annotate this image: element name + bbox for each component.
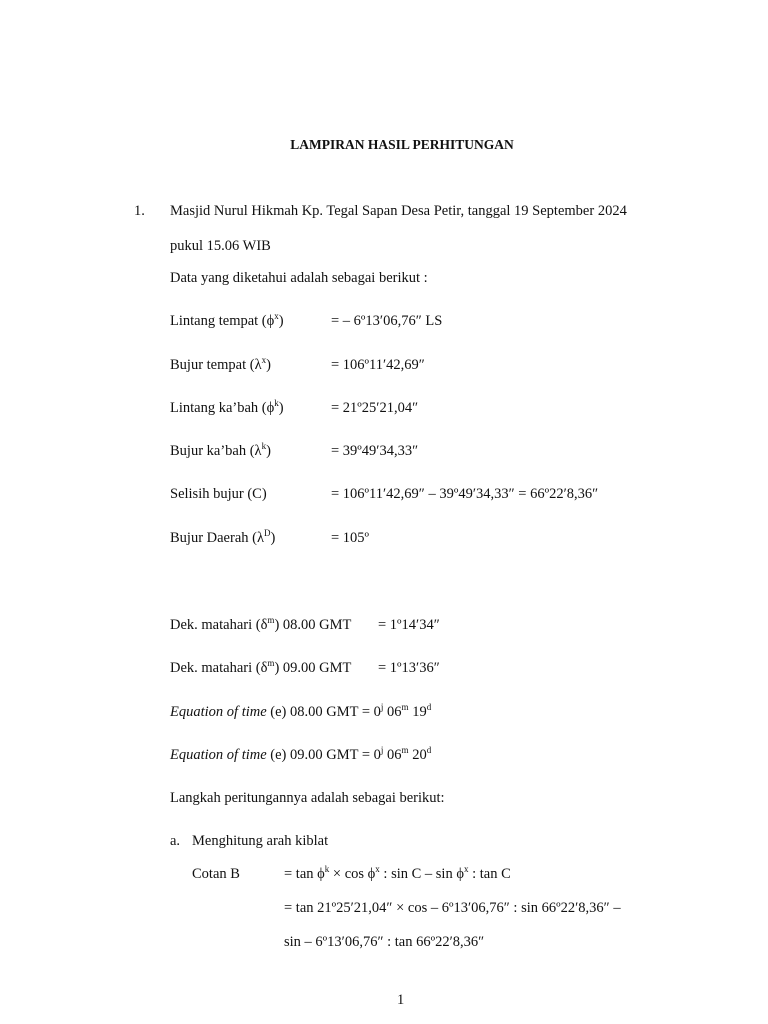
data-row-value: = 39º49′34,33″ [331,443,419,459]
equation-of-time-row: Equation of time (e) 09.00 GMT = $0^j$ 06$^m$ 20$^d$ [170,745,432,763]
data-row-value: = 106º11′42,69″ – 39º49′34,33″ = 66º22′8,36″ [331,486,599,502]
item-heading-line2: pukul 15.06 WIB [170,238,271,254]
declination-value: = 1º14′34″ [378,617,440,633]
step-a-text: Menghitung arah kiblat [192,833,329,849]
known-data-intro: Data yang diketahui adalah sebagai berikut : [170,270,428,286]
page-number: 1 [397,992,405,1008]
data-row-label: Lintang tempat $(\phi^x)$ [170,311,284,329]
declination-label: Dek. matahari $(\delta^m)$ 08.00 GMT [170,615,352,633]
data-row-value: = 21º25′21,04″ [331,400,419,416]
data-row-label: Selisih bujur (C) [170,486,267,502]
cotan-formula: = $\tan \phi^k \times \cos \phi^x$ : sin C – $\sin \phi^x$ : tan C [284,864,511,882]
data-row-label: Lintang ka’bah $(\phi^k)$ [170,398,284,416]
data-row-label: Bujur tempat $(\lambda^x)$ [170,355,271,373]
step-a-letter: a. [170,833,181,849]
data-row-label: Bujur Daerah $(\lambda^D)$ [170,528,276,546]
item-heading-line1: Masjid Nurul Hikmah Kp. Tegal Sapan Desa Petir, tanggal 19 September 2024 [170,203,627,219]
cotan-substitution: = tan 21º25′21,04″ × cos – 6º13′06,76″ : sin 66º22′8,36″ – [284,900,621,916]
data-row-value: = 105º [331,530,370,546]
cotan-substitution-cont: sin – 6º13′06,76″ : tan 66º22′8,36″ [284,934,485,950]
page-title: LAMPIRAN HASIL PERHITUNGAN [290,137,514,152]
cotan-label: Cotan B [192,866,240,882]
steps-intro: Langkah peritungannya adalah sebagai berikut: [170,790,445,806]
equation-of-time-row: Equation of time (e) 08.00 GMT = $0^j$ 06$^m$ 19$^d$ [170,702,432,720]
declination-value: = 1º13′36″ [378,660,440,676]
data-row-value: = 106º11′42,69″ [331,357,425,373]
data-row-label: Bujur ka’bah $(\lambda^k)$ [170,441,271,459]
data-row-value: = – 6º13′06,76″ LS [331,313,443,329]
item-number: 1. [134,203,145,219]
declination-label: Dek. matahari $(\delta^m)$ 09.00 GMT [170,658,352,676]
